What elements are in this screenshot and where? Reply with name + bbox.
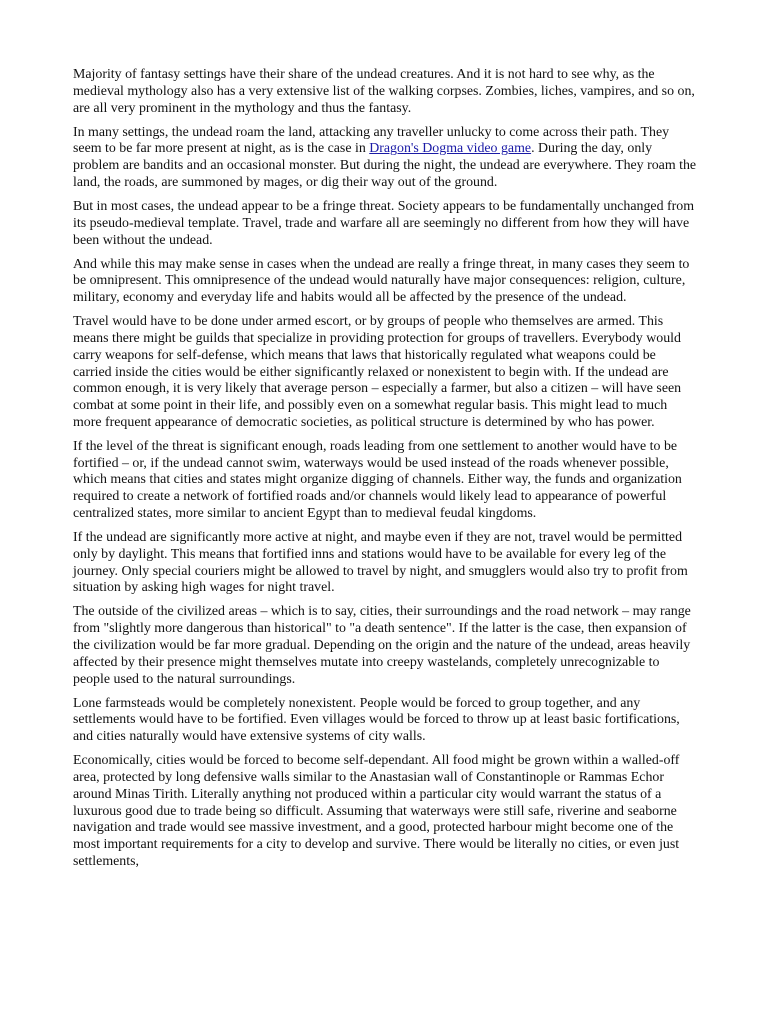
paragraph-farmsteads: Lone farmsteads would be completely nonexistent. People would be forced to group together, and any settlements would have to be fortified. Even villages would be forced to throw up at least basic fortifications, and cities naturally would have extensive systems of city walls.	[73, 695, 680, 745]
paragraph-settings-text-after: . During the day, only problem are bandits and an occasional monster. But during the night, the undead are everywhere. They roam the land, the roads, are summoned by mages, or dig their way out of the ground.	[73, 141, 697, 190]
paragraph-economics: Economically, cities would be forced to become self-dependant. All food might be grown within a walled-off area, protected by long defensive walls similar to the Anastasian wall of Constantinople or Rammas Echor around Minas Tirith. Literally anything not produced within a particular city would warrant the status of a luxurous good due to trade being so difficult. Assuming that waterways were still safe, riverine and seaborne navigation and trade would see massive investment, and a good, protected harbour might become one of the most important requirements for a city to develop and survive. There would be literally no cities, or even just settlements,	[73, 753, 680, 869]
paragraph-settings-text-before: In many settings, the undead roam the land, attacking any traveller unlucky to come across their path. They seem to be far more present at night, as is the case in	[73, 124, 670, 157]
paragraph-fringe-threat: But in most cases, the undead appear to be a fringe threat. Society appears to be fundamentally unchanged from its pseudo-medieval template. Travel, trade and warfare all are seemingly no different from how they will have been without the undead.	[73, 198, 695, 248]
paragraph-outside-areas: The outside of the civilized areas – which is to say, cities, their surroundings and the road network – may range from "slightly more dangerous than historical" to "a death sentence". If the latter is the case, then expansion of the civilization would be far more gradual. Depending on the origin and the nature of the undead, areas heavily affected by their presence might themselves mutate into creepy wastelands, completely unrecognizable to people used to the natural surroundings.	[73, 604, 691, 687]
paragraph-travel: Travel would have to be done under armed escort, or by groups of people who themselves are armed. This means there might be guilds that specialize in providing protection for groups of travellers. Everybody would carry weapons for self-defense, which means that laws that historically regulated what weapons could be carried inside the cities would be either significantly relaxed or nonexistent to begin with. If the undead are common enough, it is very likely that average person – especially a farmer, but also a citizen – will have seen combat at some point in their life, and possibly even on a somewhat regular basis. This might lead to much more frequent appearance of democratic societies, as political structure is determined by who has power.	[73, 314, 682, 430]
paragraph-daylight-travel: If the undead are significantly more active at night, and maybe even if they are not, travel would be permitted only by daylight. This means that fortified inns and stations would have to be available for every leg of the journey. Only special couriers might be allowed to travel by night, and smugglers would also try to profit from situation by asking high wages for night travel.	[73, 530, 688, 596]
paragraph-fortified-roads: If the level of the threat is significant enough, roads leading from one settlement to another would have to be fortified – or, if the undead cannot swim, waterways would be used instead of the roads whenever possible, which means that cities and states might organize digging of channels. Either way, the funds and organization required to create a network of fortified roads and/or channels would likely lead to appearance of powerful centralized states, more similar to ancient Egypt than to medieval feudal kingdoms.	[73, 438, 682, 522]
paragraph-omnipresence: And while this may make sense in cases when the undead are really a fringe threat, in many cases they seem to be omnipresent. This omnipresence of the undead would naturally have major consequences: religion, culture, military, economy and everyday life and habits would all be affected by the presence of the undead.	[73, 256, 690, 306]
article-body	[73, 67, 697, 878]
paragraph-intro: Majority of fantasy settings have their share of the undead creatures. And it is not hard to see why, as the medieval mythology also has a very extensive list of the walking corpses. Zombies, liches, vampires, and so on, are all very prominent in the mythology and thus the fantasy.	[73, 67, 695, 116]
dragons-dogma-link[interactable]: Dragon's Dogma video game	[369, 141, 532, 157]
paragraph-settings	[73, 125, 697, 192]
